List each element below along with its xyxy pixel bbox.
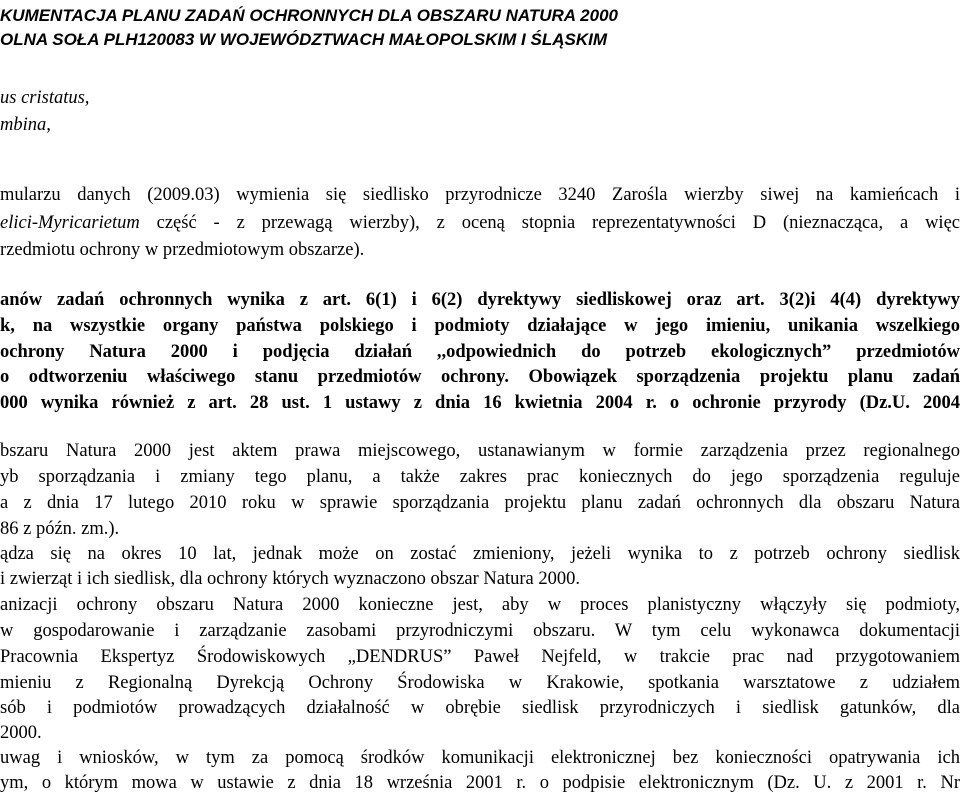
text-line: ochrony Natura 2000 i podjęcia działań ,,odpowiednich do potrzeb ekologicznych” przedmiotów — [0, 342, 960, 362]
text-line: w gospodarowanie i zarządzanie zasobami przyrodniczymi obszaru. W tym celu wykonawca dokumentacji — [0, 621, 960, 641]
text-line: anizacji ochrony obszaru Natura 2000 konieczne jest, aby w proces planistyczny włączyły się podmioty, — [0, 595, 960, 615]
text-line: anów zadań ochronnych wynika z art. 6(1) i 6(2) dyrektywy siedliskowej oraz art. 3(2)i 4(4) dyrektywy — [0, 290, 960, 310]
text-span: część - z przewagą wierzby), z oceną stopnia reprezentatywności D (nieznacząca, a więc — [139, 213, 960, 233]
text-line: a z dnia 17 lutego 2010 roku w sprawie sporządzania projektu planu zadań ochronnych dla obszaru Natura — [0, 493, 960, 513]
text-line: o odtworzeniu właściwego stanu przedmiotów ochrony. Obowiązek sporządzenia projektu planu zadań — [0, 367, 960, 387]
text-line: 86 z późn. zm.). — [0, 519, 120, 539]
text-line: k, na wszystkie organy państwa polskiego i podmioty działające w jego imieniu, unikania wszelkiego — [0, 316, 960, 336]
document-header — [0, 4, 618, 52]
text-line: ym, o którym mowa w ustawie z dnia 18 września 2001 r. o podpisie elektronicznym (Dz. U. z 2001 r. Nr — [0, 773, 960, 793]
text-line: Pracownia Ekspertyz Środowiskowych „DENDRUS” Paweł Nejfeld, w trakcie prac nad przygotowaniem — [0, 647, 960, 667]
text-line: yb sporządzania i zmiany tego planu, a także zakres prac koniecznych do jego sporządzenia reguluje — [0, 467, 960, 487]
text-line: uwag i wniosków, w tym za pomocą środków komunikacji elektronicznej bez konieczności opatrywania ich — [0, 748, 960, 768]
header-line-2: OLNA SOŁA PLH120083 W WOJEWÓDZTWACH MAŁOPOLSKIM I ŚLĄSKIM — [0, 30, 607, 49]
text-line: ądza się na okres 10 lat, jednak może on zostać zmieniony, jeżeli wynika to z potrzeb ochrony siedlisk — [0, 544, 960, 564]
text-line: mularzu danych (2009.03) wymienia się siedlisko przyrodnicze 3240 Zarośla wierzby siwej na kamieńcach i — [0, 185, 960, 205]
text-line: mieniu z Regionalną Dyrekcją Ochrony Środowiska w Krakowie, spotkania warsztatowe z udziałem — [0, 673, 960, 693]
text-line: rzedmiotu ochrony w przedmiotowym obszarze). — [0, 240, 365, 260]
text-line: 2000. — [0, 723, 42, 743]
text-line: sób i podmiotów prowadzących działalność w obrębie siedlisk przyrodniczych i siedlisk gatunków, dla — [0, 698, 960, 718]
text-line: i zwierząt i ich siedlisk, dla ochrony których wyznaczono obszar Natura 2000. — [0, 569, 580, 589]
text-line: 000 wynika również z art. 28 ust. 1 ustawy z dnia 16 kwietnia 2004 r. o ochronie przyrody (Dz.U. 2004 — [0, 393, 960, 413]
list-item: us cristatus, — [0, 88, 90, 108]
text-line — [0, 210, 960, 236]
species-name: elici-Myricarietum — [0, 213, 140, 233]
header-line-1: KUMENTACJA PLANU ZADAŃ OCHRONNYCH DLA OBSZARU NATURA 2000 — [0, 6, 618, 25]
list-item: mbina, — [0, 115, 51, 135]
text-line: bszaru Natura 2000 jest aktem prawa miejscowego, ustanawianym w formie zarządzenia przez regionalnego — [0, 441, 960, 461]
